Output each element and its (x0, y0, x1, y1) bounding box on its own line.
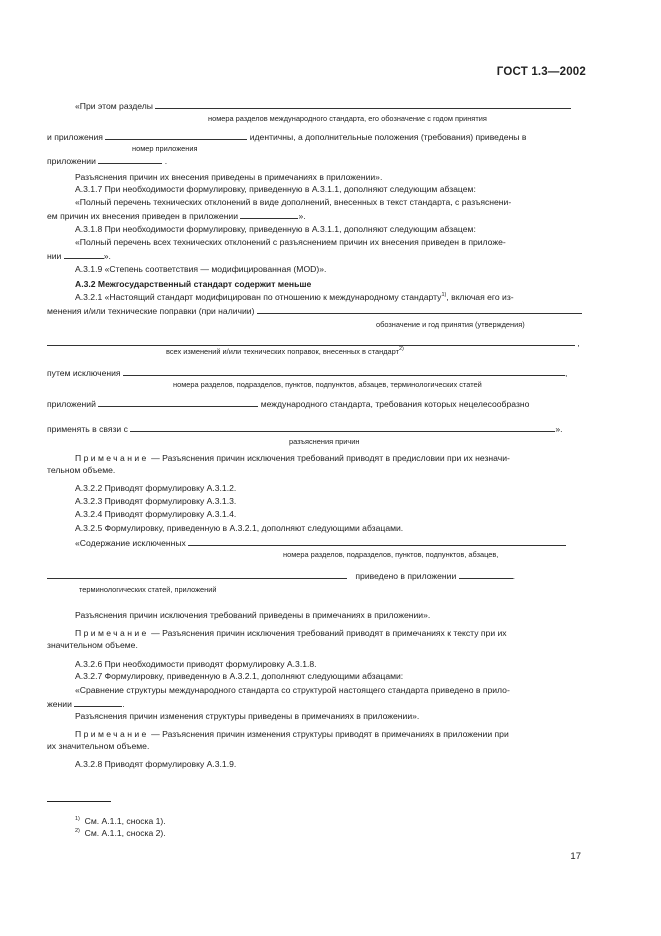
document-code-header: ГОСТ 1.3—2002 (496, 66, 586, 78)
blank-field (47, 337, 575, 346)
footnote-divider (47, 801, 111, 802)
blank-field (257, 305, 582, 314)
field-caption: обозначение и год принятия (утверждения) (376, 320, 525, 329)
text-line: нии ». (47, 251, 111, 261)
field-caption: разъяснения причин (289, 437, 360, 446)
paragraph: А.3.2.4 Приводят формулировку А.3.1.4. (75, 509, 237, 519)
paragraph: А.3.1.7 При необходимости формулировку, приведенную в А.3.1.1, дополняют следующим абзацем: (75, 184, 476, 194)
paragraph: А.3.2.5 Формулировку, приведенную в А.3.2.1, дополняют следующими абзацами. (75, 523, 404, 533)
blank-field (188, 537, 566, 546)
paragraph: А.3.2.8 Приводят формулировку А.3.1.9. (75, 759, 237, 769)
text-line: приложении . (47, 156, 168, 166)
text-line: применять в связи с ». (47, 424, 563, 434)
text-line: жении . (47, 699, 125, 709)
page-number: 17 (570, 851, 581, 862)
field-caption: всех изменений и/или технических поправок, внесенных в стандарт$^{2)}$ (166, 346, 404, 356)
paragraph: «Полный перечень всех технических отклонений с разъяснением причин их внесения приведен в приложе- (75, 237, 506, 247)
blank-field (459, 570, 513, 579)
blank-field (105, 131, 247, 140)
note-continuation: значительном объеме. (47, 640, 138, 650)
text-line: , (47, 337, 587, 349)
paragraph: А.3.1.9 «Степень соответствия — модифицированная (MOD)». (75, 264, 327, 274)
blank-field (47, 570, 347, 579)
blank-field (98, 398, 258, 407)
paragraph: Разъяснения причин исключения требований приведены в примечаниях в приложении». (75, 610, 431, 620)
paragraph: «Полный перечень технических отклонений в виде дополнений, внесенных в текст стандарта, с разъяснени- (75, 197, 512, 207)
text-line: менения и/или технические поправки (при наличии) (47, 305, 587, 317)
paragraph: Разъяснения причин их внесения приведены в примечаниях в приложении». (75, 172, 383, 182)
field-caption: номера разделов, подразделов, пунктов, подпунктов, абзацев, терминологических статей (173, 380, 482, 389)
paragraph: Разъяснения причин изменения структуры приведены в примечаниях в приложении». (75, 711, 420, 721)
text-line: А.3.2.1 «Настоящий стандарт модифицирован по отношению к международному стандарту$^{1)}$, включая его из- (75, 292, 514, 302)
section-heading: А.3.2 Межгосударственный стандарт содержит меньше (75, 279, 312, 289)
blank-field (98, 155, 162, 164)
text-line: «При этом разделы (47, 100, 587, 112)
text-line: приложений международного стандарта, требования которых нецелесообразно (47, 399, 530, 409)
field-caption: номер приложения (132, 144, 198, 153)
blank-field (240, 210, 298, 219)
note: Примечание — Разъяснения причин изменения структуры приводят в примечаниях в приложении при (75, 729, 509, 739)
field-caption: номера разделов, подразделов, пунктов, подпунктов, абзацев, (283, 550, 499, 559)
text-line: путем исключения , (47, 368, 568, 378)
footnote: $^{1)}$ См. А.1.1, сноска 1). (75, 816, 166, 826)
text-line: «Содержание исключенных (47, 537, 587, 549)
note: Примечание — Разъяснения причин исключения требований приводят в примечаниях к тексту при их (75, 628, 507, 638)
footnote-ref: 2) (398, 346, 404, 352)
paragraph: А.3.2.6 При необходимости приводят формулировку А.3.1.8. (75, 659, 317, 669)
note-continuation: их значительном объеме. (47, 741, 150, 751)
text-line: и приложения идентичны, а дополнительные положения (требования) приведены в (47, 132, 527, 142)
footnote-ref: 1) (441, 292, 447, 298)
note: Примечание — Разъяснения причин исключения требований приводят в предисловии при их незначи- (75, 453, 510, 463)
blank-field (155, 100, 571, 109)
footnote: $^{2)}$ См. А.1.1, сноска 2). (75, 828, 166, 838)
blank-field (130, 423, 555, 432)
text-line: приведено в приложении . (47, 570, 587, 582)
blank-field (64, 250, 104, 259)
field-caption: терминологических статей, приложений (79, 585, 217, 594)
blank-field (123, 367, 565, 376)
paragraph: А.3.1.8 При необходимости формулировку, приведенную в А.3.1.1, дополняют следующим абзацем: (75, 224, 476, 234)
note-continuation: тельном объеме. (47, 465, 116, 475)
paragraph: «Сравнение структуры международного стандарта со структурой настоящего стандарта приведено в прило- (75, 685, 510, 695)
paragraph: А.3.2.3 Приводят формулировку А.3.1.3. (75, 496, 237, 506)
paragraph: А.3.2.2 Приводят формулировку А.3.1.2. (75, 483, 237, 493)
blank-field (74, 698, 122, 707)
text-line: ем причин их внесения приведен в приложении ». (47, 211, 306, 221)
paragraph: А.3.2.7 Формулировку, приведенную в А.3.2.1, дополняют следующими абзацами: (75, 671, 404, 681)
field-caption: номера разделов международного стандарта, его обозначение с годом принятия (208, 114, 487, 123)
